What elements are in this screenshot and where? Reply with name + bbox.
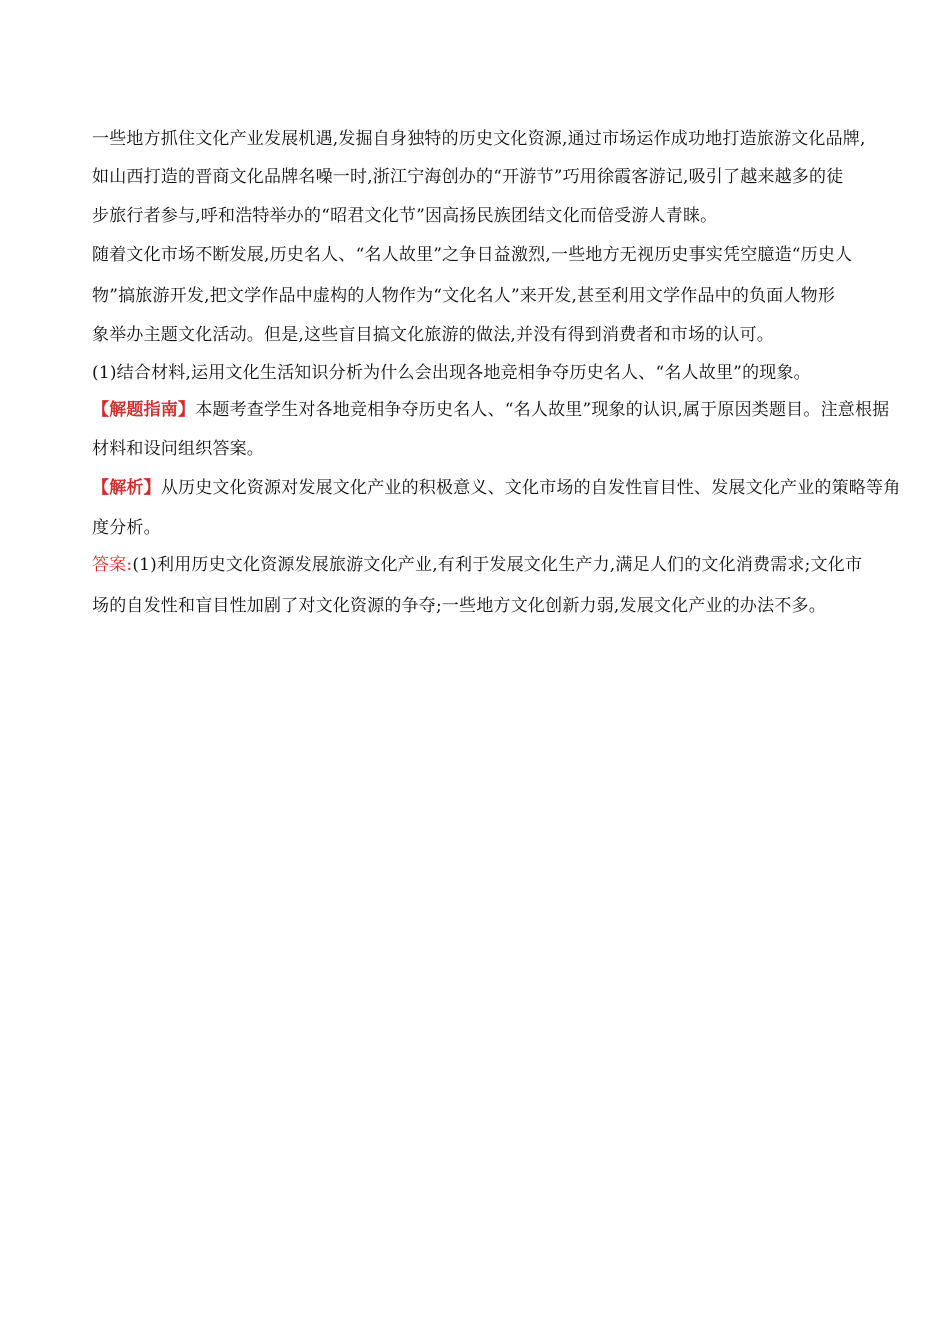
answer-label: 答案:	[92, 555, 133, 575]
material-paragraph-2-line-3: 象举办主题文化活动。但是,这些盲目搞文化旅游的做法,并没有得到消费者和市场的认可。	[92, 325, 775, 345]
question-text: (1)结合材料,运用文化生活知识分析为什么会出现各地竞相争夺历史名人、“名人故里”的现象。	[92, 363, 811, 383]
answer-text-1: (1)利用历史文化资源发展旅游文化产业,有利于发展文化生产力,满足人们的文化消费需求;文化市	[132, 555, 863, 575]
guide-line-1	[92, 399, 890, 421]
guide-line-2: 材料和设问组织答案。	[92, 439, 264, 459]
material-paragraph-1-line-2: 如山西打造的晋商文化品牌名噪一时,浙江宁海创办的“开游节”巧用徐霞客游记,吸引了越来越多的徒	[92, 167, 844, 187]
analysis-line-2: 度分析。	[92, 518, 161, 538]
material-paragraph-1-line-1: 一些地方抓住文化产业发展机遇,发掘自身独特的历史文化资源,通过市场运作成功地打造旅游文化品牌,	[92, 129, 866, 149]
analysis-label: 【解析】	[92, 478, 161, 498]
analysis-line-1	[92, 477, 901, 499]
guide-label: 【解题指南】	[92, 400, 196, 420]
material-paragraph-1-line-3: 步旅行者参与,呼和浩特举办的“昭君文化节”因高扬民族团结文化而倍受游人青睐。	[92, 206, 718, 226]
answer-line-1	[92, 554, 862, 576]
analysis-text-1: 从历史文化资源对发展文化产业的积极意义、文化市场的自发性盲目性、发展文化产业的策略等角	[160, 478, 901, 498]
material-paragraph-2-line-1: 随着文化市场不断发展,历史名人、“名人故里”之争日益激烈,一些地方无视历史事实凭空臆造“历史人	[92, 245, 853, 265]
material-paragraph-2-line-2: 物”搞旅游开发,把文学作品中虚构的人物作为“文化名人”来开发,甚至利用文学作品中的负面人物形	[92, 286, 836, 306]
answer-line-2: 场的自发性和盲目性加剧了对文化资源的争夺;一些地方文化创新力弱,发展文化产业的办法不多。	[92, 596, 826, 616]
guide-text-1: 本题考查学生对各地竞相争夺历史名人、“名人故里”现象的认识,属于原因类题目。注意根据	[195, 400, 890, 420]
